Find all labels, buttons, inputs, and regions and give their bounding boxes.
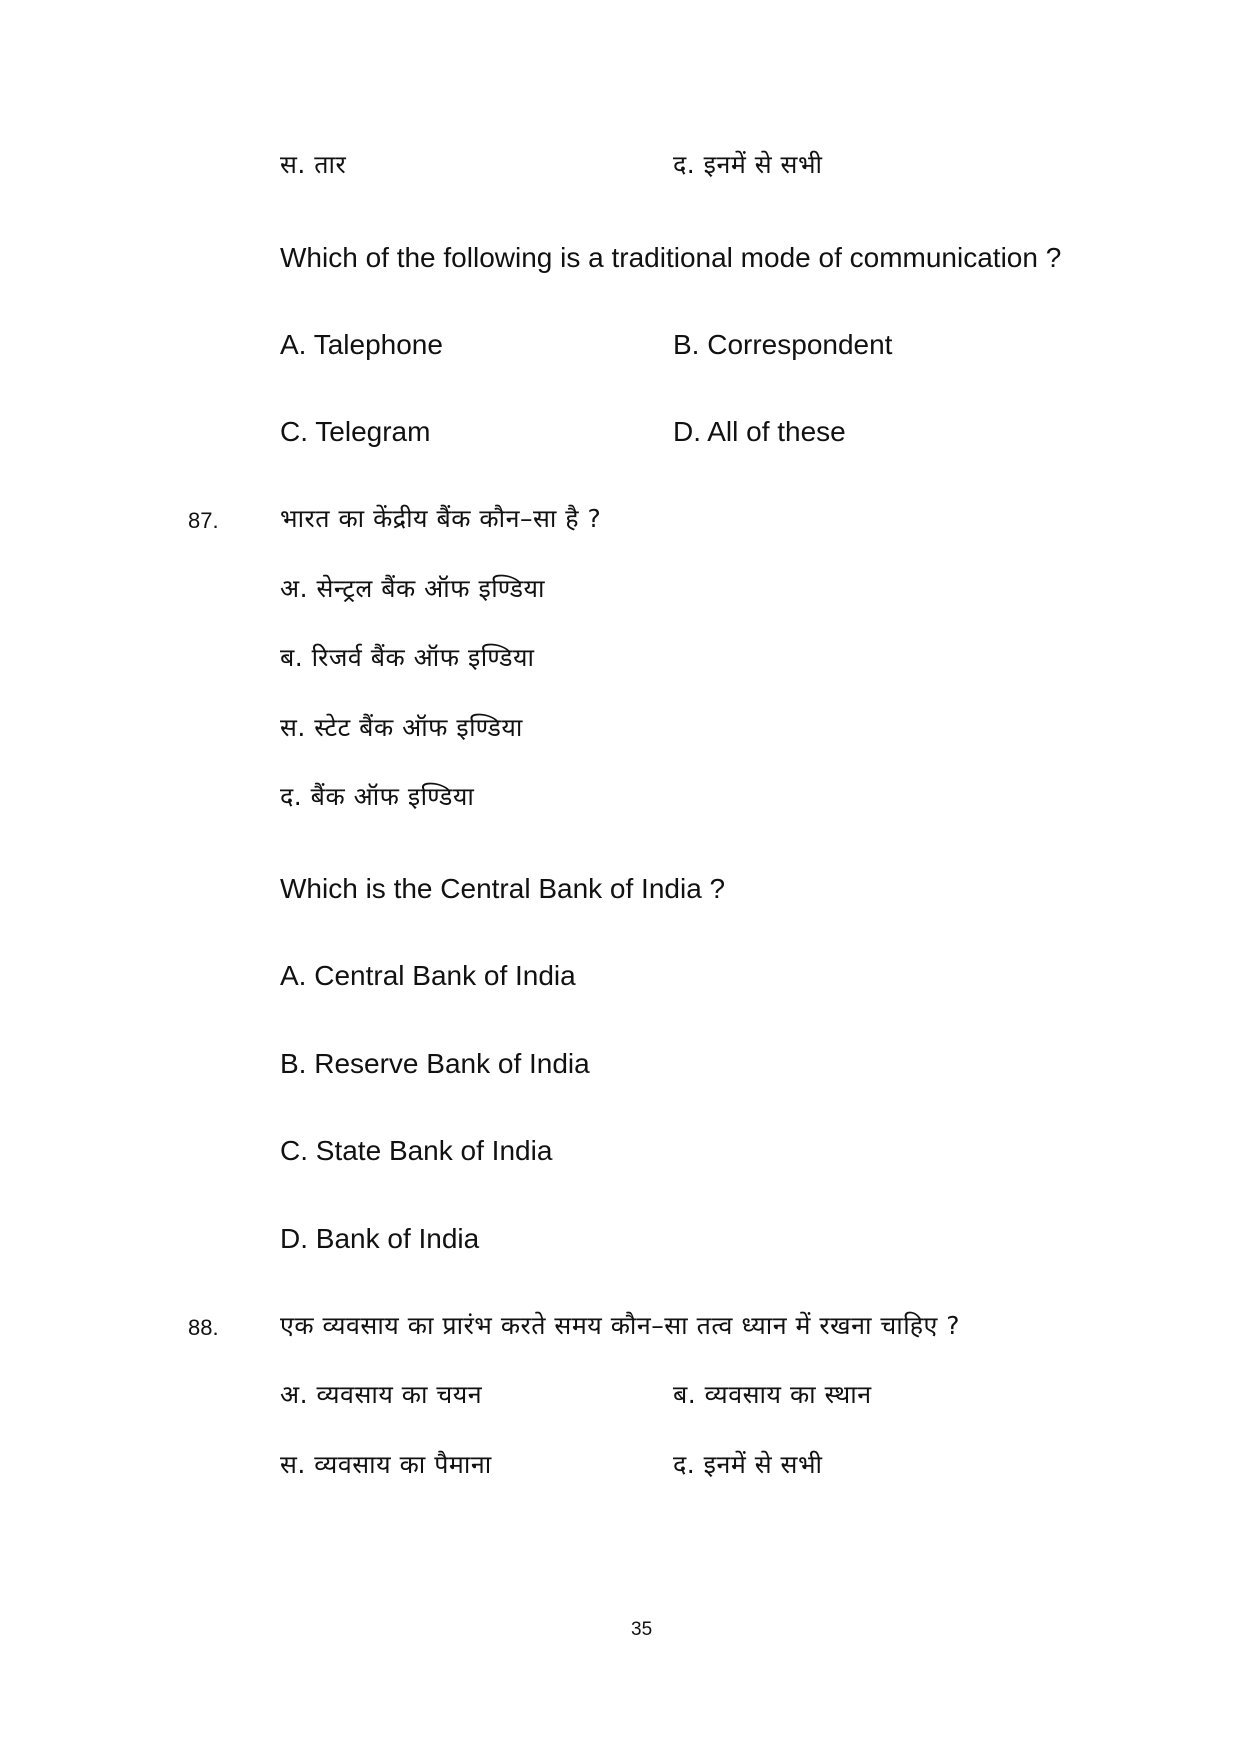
q87-en-option-d: D. Bank of India	[280, 1223, 480, 1254]
question-number-88: 88.	[188, 1315, 219, 1340]
prev-en-option-a: A. Talephone	[280, 329, 443, 360]
q88-hi-question: एक व्यवसाय का प्रारंभ करते समय कौन–सा तत्व ध्यान में रखना चाहिए ?	[280, 1311, 961, 1340]
q87-hi-question: भारत का केंद्रीय बैंक कौन–सा है ?	[280, 504, 602, 533]
prev-hi-option-c: स. तार	[280, 150, 347, 179]
prev-en-option-b: B. Correspondent	[673, 329, 893, 360]
q87-hi-option-b: ब. रिजर्व बैंक ऑफ इण्डिया	[280, 643, 535, 672]
q88-hi-option-a: अ. व्यवसाय का चयन	[280, 1380, 483, 1409]
q87-en-option-b: B. Reserve Bank of India	[280, 1048, 590, 1079]
q88-hi-option-b: ब. व्यवसाय का स्थान	[673, 1380, 872, 1409]
q87-hi-option-a: अ. सेन्ट्रल बैंक ऑफ इण्डिया	[280, 574, 545, 603]
q87-en-option-a: A. Central Bank of India	[280, 960, 576, 991]
prev-en-question: Which of the following is a traditional mode of communication ?	[280, 242, 1062, 273]
q88-hi-option-d: द. इनमें से सभी	[673, 1450, 823, 1479]
prev-en-option-d: D. All of these	[673, 416, 846, 447]
q88-hi-option-c: स. व्यवसाय का पैमाना	[280, 1450, 492, 1479]
prev-hi-option-d: द. इनमें से सभी	[673, 150, 823, 179]
q87-en-question: Which is the Central Bank of India ?	[280, 873, 726, 904]
q87-hi-option-c: स. स्टेट बैंक ऑफ इण्डिया	[280, 713, 523, 742]
prev-en-option-c: C. Telegram	[280, 416, 431, 447]
q87-hi-option-d: द. बैंक ऑफ इण्डिया	[280, 782, 475, 811]
question-number-87: 87.	[188, 508, 219, 533]
q87-en-option-c: C. State Bank of India	[280, 1135, 553, 1166]
page-number: 35	[631, 1619, 653, 1640]
